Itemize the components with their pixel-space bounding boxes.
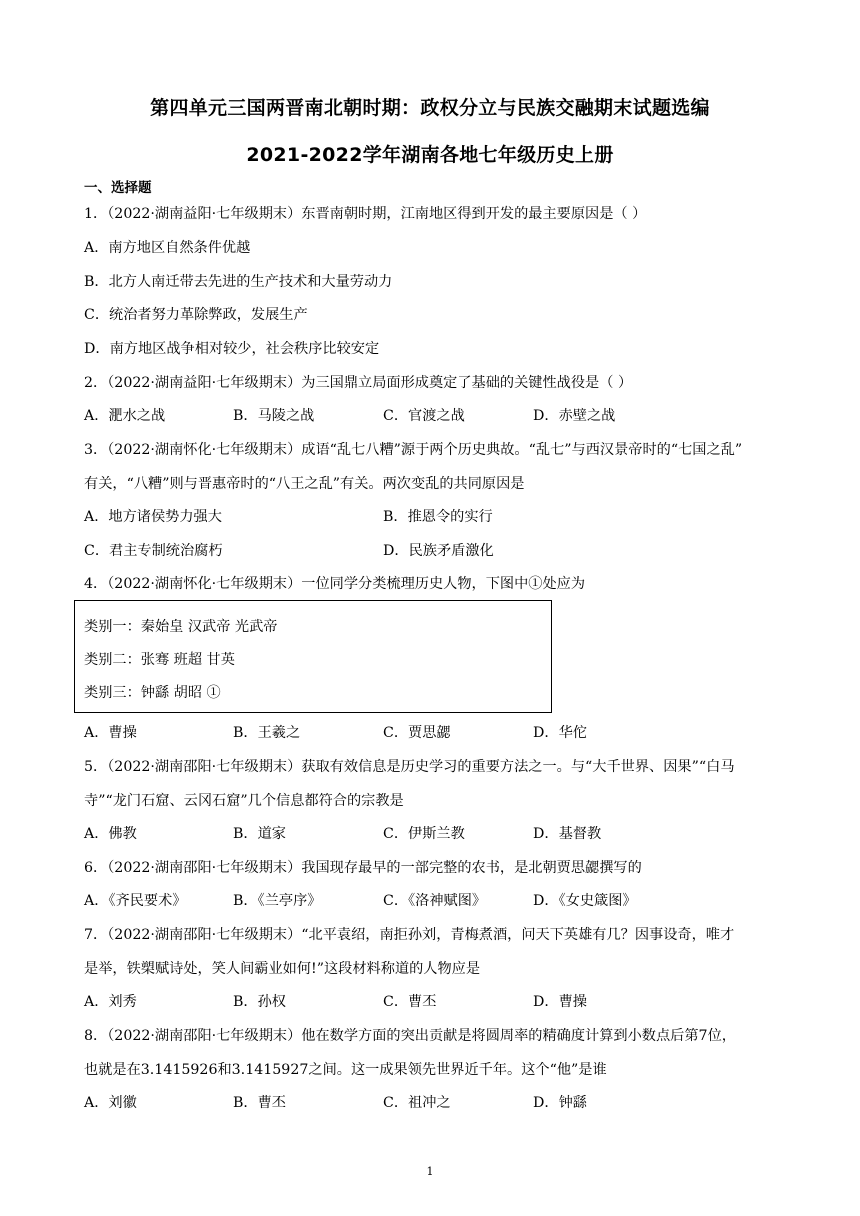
question-8-stem-line-2: 也就是在3.1415926和3.1415927之间。这一成果领先世界近千年。这个“他”是谁 — [84, 1062, 607, 1078]
category-2: 类别二：张骞 班超 甘英 — [84, 652, 235, 668]
question-1-option-a: A．南方地区自然条件优越 — [84, 240, 251, 256]
question-6-stem: 6．（2022·湖南邵阳·七年级期末）我国现存最早的一部完整的农书，是北朝贾思勰撰写的 — [84, 860, 642, 876]
question-8-option-c: C．祖冲之 — [383, 1095, 451, 1111]
question-7-option-c: C．曹丕 — [383, 994, 437, 1010]
question-3-option-c: C．君主专制统治腐朽 — [84, 543, 223, 559]
question-5-option-a: A．佛教 — [84, 826, 137, 842]
category-table-box — [74, 600, 552, 713]
question-8-stem-line-1: 8．（2022·湖南邵阳·七年级期末）他在数学方面的突出贡献是将圆周率的精确度计算到小数点后第7位， — [84, 1028, 736, 1044]
section-heading: 一、选择题 — [84, 180, 152, 196]
question-1-option-d: D．南方地区战争相对较少，社会秩序比较安定 — [84, 341, 380, 357]
question-4-stem: 4．（2022·湖南怀化·七年级期末）一位同学分类梳理历史人物，下图中①处应为 — [84, 576, 586, 592]
question-3-stem-line-1: 3．（2022·湖南怀化·七年级期末）成语“乱七八糟”源于两个历史典故。“乱七”与西汉景帝时的“七国之乱” — [84, 442, 743, 458]
question-2-stem: 2．（2022·湖南益阳·七年级期末）为三国鼎立局面形成奠定了基础的关键性战役是（ ） — [84, 375, 633, 391]
question-3-stem-line-2: 有关，“八糟”则与晋惠帝时的“八王之乱”有关。两次变乱的共同原因是 — [84, 476, 525, 492]
question-7-option-a: A．刘秀 — [84, 994, 137, 1010]
question-2-option-c: C．官渡之战 — [383, 408, 465, 424]
question-4-option-d: D．华佗 — [533, 725, 587, 741]
question-4-option-a: A．曹操 — [84, 725, 137, 741]
title-line-1: 第四单元三国两晋南北朝时期：政权分立与民族交融期末试题选编 — [150, 97, 710, 119]
question-5-stem-line-1: 5．（2022·湖南邵阳·七年级期末）获取有效信息是历史学习的重要方法之一。与“大千世界、因果”“白马 — [84, 759, 735, 775]
question-1-option-b: B．北方人南迁带去先进的生产技术和大量劳动力 — [84, 274, 393, 290]
question-2-option-a: A．淝水之战 — [84, 408, 166, 424]
question-2-option-b: B．马陵之战 — [233, 408, 315, 424]
question-5-stem-line-2: 寺”“龙门石窟、云冈石窟”几个信息都符合的宗教是 — [84, 793, 404, 809]
question-7-stem-line-2: 是举，铁槊赋诗处，笑人间霸业如何!”这段材料称道的人物应是 — [84, 961, 481, 977]
question-6-option-c: C．《洛神赋图》 — [383, 893, 487, 909]
question-8-option-d: D．钟繇 — [533, 1095, 587, 1111]
question-6-option-d: D．《女史箴图》 — [533, 893, 637, 909]
question-8-option-a: A．刘徽 — [84, 1095, 137, 1111]
question-6-option-a: A．《齐民要术》 — [84, 893, 187, 909]
question-2-option-d: D．赤壁之战 — [533, 408, 616, 424]
title-line-2: 2021-2022学年湖南各地七年级历史上册 — [246, 144, 614, 166]
question-4-option-c: C．贾思勰 — [383, 725, 451, 741]
question-3-option-d: D．民族矛盾激化 — [383, 543, 494, 559]
question-6-option-b: B．《兰亭序》 — [233, 893, 322, 909]
question-5-option-c: C．伊斯兰教 — [383, 826, 465, 842]
page-number: 1 — [426, 1165, 434, 1178]
question-1-option-c: C．统治者努力革除弊政，发展生产 — [84, 307, 308, 323]
category-1: 类别一：秦始皇 汉武帝 光武帝 — [84, 619, 278, 635]
question-5-option-d: D．基督教 — [533, 826, 602, 842]
question-3-option-a: A．地方诸侯势力强大 — [84, 509, 222, 525]
question-5-option-b: B．道家 — [233, 826, 286, 842]
question-7-option-d: D．曹操 — [533, 994, 587, 1010]
question-3-option-b: B．推恩令的实行 — [383, 509, 493, 525]
question-1-stem: 1．（2022·湖南益阳·七年级期末）东晋南朝时期，江南地区得到开发的最主要原因是（ ） — [84, 206, 647, 222]
question-7-option-b: B．孙权 — [233, 994, 286, 1010]
question-8-option-b: B．曹丕 — [233, 1095, 286, 1111]
category-3: 类别三：钟繇 胡昭 ① — [84, 685, 221, 701]
question-7-stem-line-1: 7．（2022·湖南邵阳·七年级期末）“北平袁绍，南拒孙刘，青梅煮酒，问天下英雄有几？因事设奇，唯才 — [84, 927, 735, 943]
question-4-option-b: B．王羲之 — [233, 725, 301, 741]
